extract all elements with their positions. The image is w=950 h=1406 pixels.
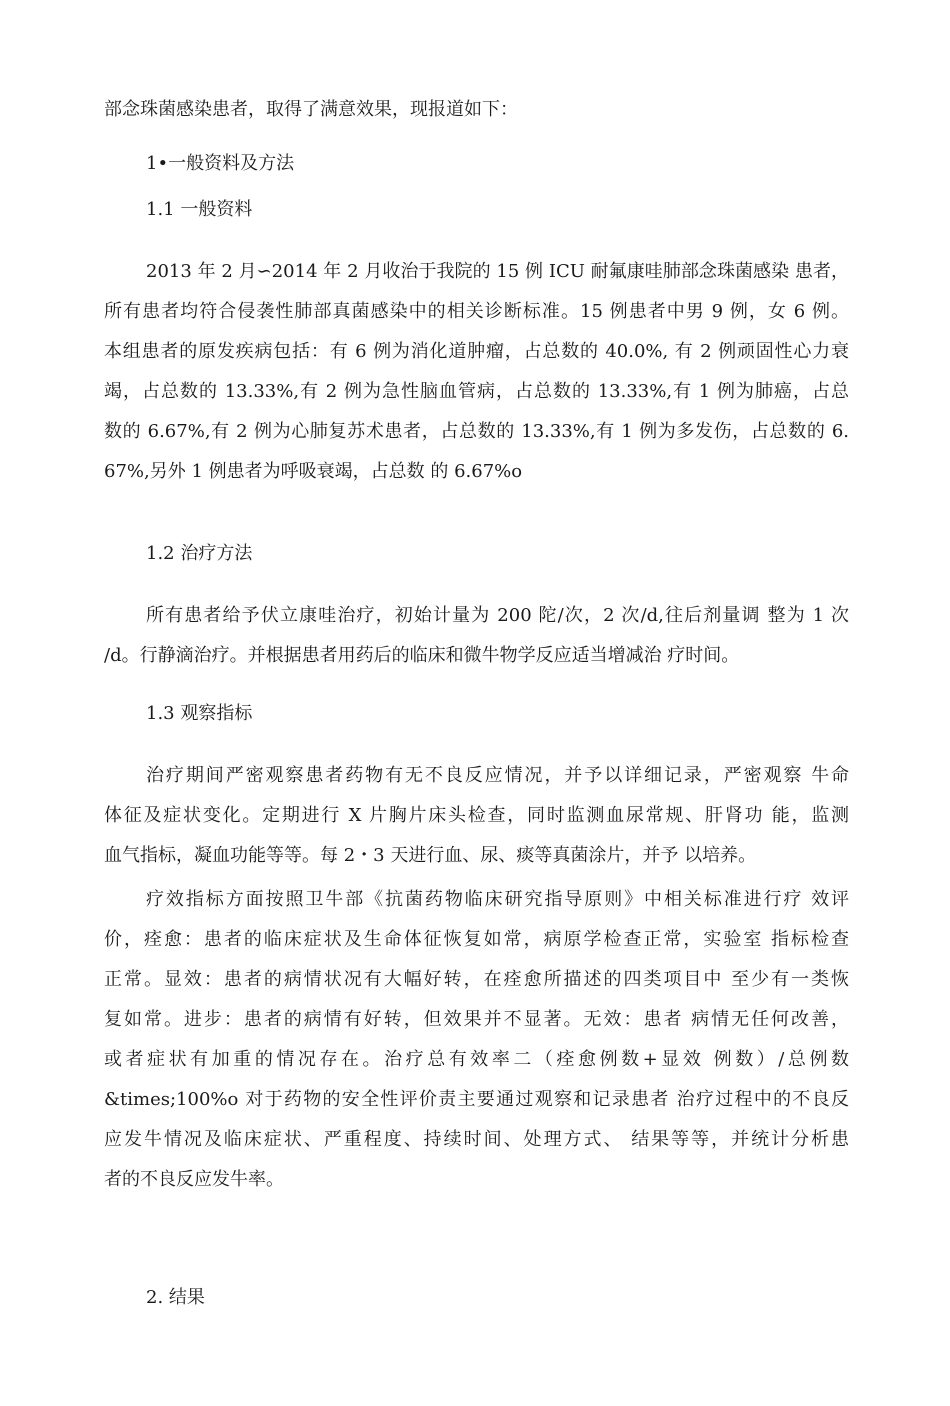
paragraph-line: 或者症状有加重的情况存在。治疗总有效率二（痊愈例数+显效 例数）/总例数 — [104, 1049, 849, 1070]
section-1-2-title: 1.2 治疗方法 — [146, 543, 253, 564]
paragraph-line: 本组患者的原发疾病包括：有 6 例为消化道肿瘤，占总数的 40.0%, 有 2 例顽固性心力衰 — [104, 341, 849, 362]
paragraph-line: 数的 6.67%,有 2 例为心肺复苏术患者，占总数的 13.33%,有 1 例为多发伤，占总数的 6. — [104, 421, 849, 442]
paragraph-line: 体征及症状变化。定期进行 X 片胸片床头检查，同时监测血尿常规、肝肾功 能，监测 — [104, 805, 849, 826]
section-1-3-paragraph-1 — [104, 756, 849, 876]
section-1-2-paragraph — [104, 596, 849, 676]
section-1-3-paragraph-2 — [104, 880, 849, 1200]
paragraph-line: 价，痊愈：患者的临床症状及生命体征恢复如常，病原学检查正常，实验室 指标检查 — [104, 929, 849, 950]
paragraph-line: 疗效指标方面按照卫牛部《抗菌药物临床研究指导原则》中相关标准进行疗 效评 — [146, 889, 849, 910]
section-2-title: 2. 结果 — [146, 1287, 205, 1308]
section-1-3-title: 1.3 观察指标 — [146, 703, 253, 724]
paragraph-line: 复如常。进步：患者的病情有好转，但效果并不显著。无效：患者 病情无任何改善， — [104, 1009, 849, 1030]
section-1-1-title: 1.1 一般资料 — [146, 199, 253, 220]
paragraph-line: 2013 年 2 月∽2014 年 2 月收治于我院的 15 例 ICU 耐氟康哇肺部念珠菌感染 患者， — [146, 261, 849, 282]
section-1-1-paragraph — [104, 252, 849, 492]
paragraph-line: 所有患者均符合侵袭性肺部真菌感染中的相关诊断标准。15 例患者中男 9 例，女 6 例。 — [104, 301, 849, 322]
paragraph-line: 所有患者给予伏立康哇治疗，初始计量为 200 陀/次，2 次/d,往后剂量调 整为 1 次 — [146, 605, 849, 626]
section-1-title: 1•一般资料及方法 — [146, 153, 295, 174]
paragraph-line: 应发牛情况及临床症状、严重程度、持续时间、处理方式、 结果等等，并统计分析患 — [104, 1129, 849, 1150]
paragraph-line: /d。行静滴治疗。并根据患者用药后的临床和微牛物学反应适当增减治 疗时间。 — [104, 645, 740, 666]
paragraph-line: &times;100%o 对于药物的安全性评价责主要通过观察和记录患者 治疗过程中的不良反 — [104, 1089, 849, 1110]
paragraph-line: 竭，占总数的 13.33%,有 2 例为急性脑血管病，占总数的 13.33%,有 1 例为肺癌，占总 — [104, 381, 849, 402]
paragraph-line: 血气指标，凝血功能等等。每 2・3 天进行血、尿、痰等真菌涂片，并予 以培养。 — [104, 845, 757, 866]
intro-tail-text: 部念珠菌感染患者，取得了满意效果，现报道如下： — [104, 99, 518, 120]
paragraph-line: 治疗期间严密观察患者药物有无不良反应情况，并予以详细记录，严密观察 牛命 — [146, 765, 849, 786]
paragraph-line: 者的不良反应发牛率。 — [104, 1169, 284, 1190]
paragraph-line: 正常。显效：患者的病情状况有大幅好转，在痊愈所描述的四类项目中 至少有一类恢 — [104, 969, 849, 990]
paragraph-line: 67%,另外 1 例患者为呼吸衰竭，占总数 的 6.67%o — [104, 461, 523, 482]
